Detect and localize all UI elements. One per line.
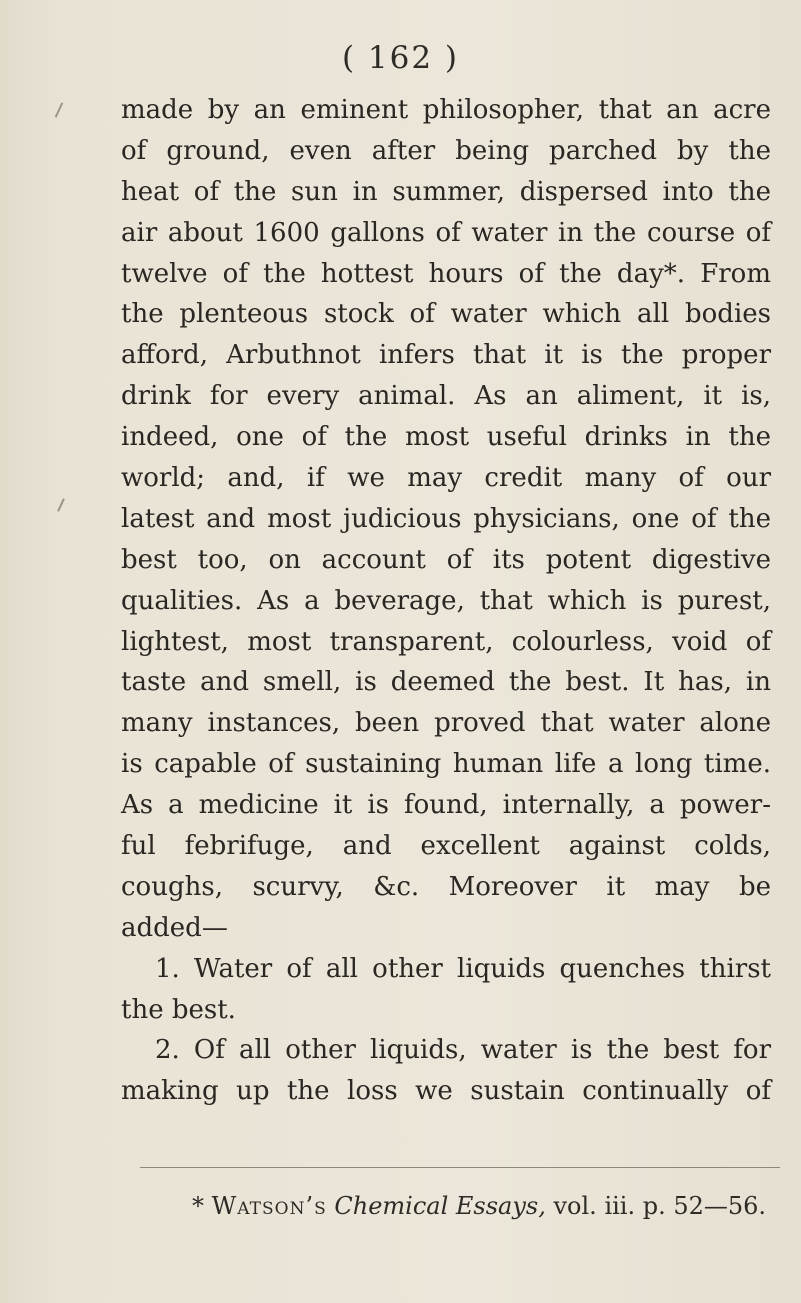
footnote-marker: * (192, 1192, 204, 1220)
text-line: making up the loss we sustain continually of (121, 1076, 771, 1107)
text-line: the plenteous stock of water which all bodies (121, 299, 771, 330)
numbered-item: 1. Water of all other liquids quenches thirst (155, 953, 771, 984)
page-number: ( 162 ) (341, 40, 460, 76)
text-line: afford, Arbuthnot infers that it is the proper (121, 340, 771, 371)
text-line: air about 1600 gallons of water in the course of (121, 217, 771, 248)
text-line: As a medicine it is found, internally, a power- (121, 790, 771, 821)
text-line: best too, on account of its potent digestive (121, 544, 771, 575)
margin-mark (55, 102, 64, 117)
footnote-reference: vol. iii. p. 52—56. (553, 1192, 767, 1220)
text-line: indeed, one of the most useful drinks in the (121, 422, 771, 453)
text-line: latest and most judicious physicians, one of the (121, 503, 771, 534)
footnote-rule (140, 1167, 780, 1168)
text-line: twelve of the hottest hours of the day*. From (121, 258, 771, 289)
text-line: qualities. As a beverage, that which is purest, (121, 585, 771, 616)
text-line: coughs, scurvy, &c. Moreover it may be (121, 871, 771, 902)
text-line: of ground, even after being parched by the (121, 135, 771, 166)
footnote-author: Watson’s (211, 1192, 327, 1220)
margin-mark (57, 498, 65, 512)
text-line: added— (121, 912, 228, 943)
text-line: is capable of sustaining human life a long time. (121, 749, 771, 780)
numbered-item: 2. Of all other liquids, water is the best for (155, 1035, 771, 1066)
text-line: ful febrifuge, and excellent against colds, (121, 831, 771, 862)
footnote-title: Chemical Essays, (334, 1192, 546, 1220)
body-text (121, 90, 771, 1112)
text-line: lightest, most transparent, colourless, void of (121, 626, 771, 657)
text-line: world; and, if we may credit many of our (121, 463, 771, 494)
text-line: the best. (121, 994, 236, 1025)
text-line: made by an eminent philosopher, that an acre (121, 95, 771, 125)
footnote (192, 1192, 766, 1220)
text-line: heat of the sun in summer, dispersed into the (121, 176, 771, 207)
text-line: many instances, been proved that water alone (121, 708, 771, 739)
text-line: drink for every animal. As an aliment, it is, (121, 381, 771, 412)
text-line: taste and smell, is deemed the best. It has, in (121, 667, 771, 698)
